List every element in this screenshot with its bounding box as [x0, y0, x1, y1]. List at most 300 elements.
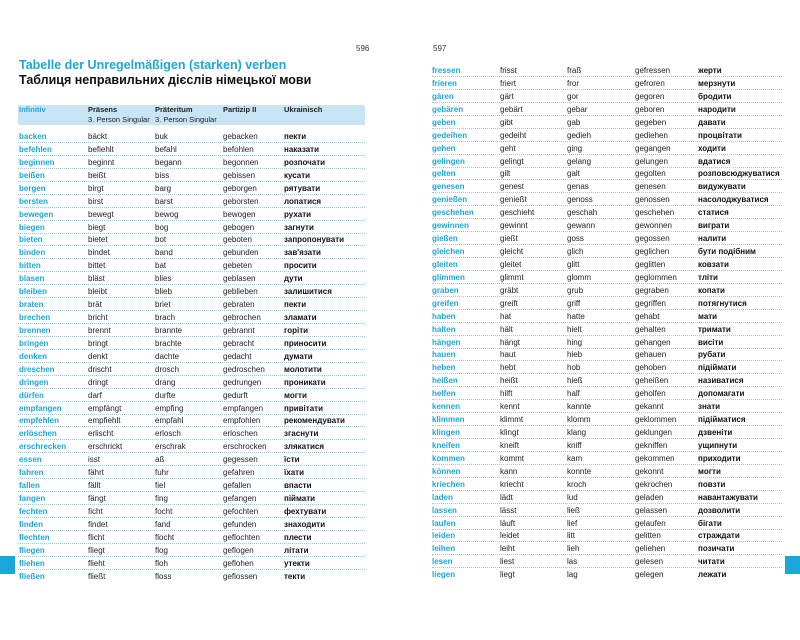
- praeteritum-cell: genas: [567, 182, 589, 192]
- praeteritum-cell: barst: [155, 196, 173, 206]
- ukrainian-cell: плести: [284, 532, 312, 542]
- ukrainian-cell: загнути: [284, 222, 314, 232]
- infinitiv-cell: kennen: [432, 402, 461, 412]
- ukrainian-cell: копати: [698, 285, 725, 295]
- partizip-cell: gebraten: [223, 300, 255, 310]
- praesens-cell: dringt: [88, 377, 109, 387]
- praesens-cell: hält: [500, 324, 513, 334]
- partizip-cell: erschrocken: [223, 442, 267, 452]
- ukrainian-cell: дути: [284, 274, 303, 284]
- infinitiv-cell: denken: [19, 351, 48, 361]
- praesens-cell: kneift: [500, 440, 520, 450]
- praesens-cell: heißt: [500, 376, 518, 386]
- partizip-cell: empfangen: [223, 403, 264, 413]
- infinitiv-cell: hauen: [432, 350, 456, 360]
- praeteritum-cell: floh: [155, 558, 168, 568]
- praeteritum-cell: lieh: [567, 544, 580, 554]
- praeteritum-cell: bot: [155, 235, 167, 245]
- infinitiv-cell: binden: [19, 248, 46, 258]
- praesens-cell: fliegt: [88, 545, 105, 555]
- praeteritum-cell: glomm: [567, 272, 592, 282]
- partizip-cell: gehangen: [635, 337, 671, 347]
- infinitiv-cell: fließen: [19, 571, 45, 581]
- partizip-cell: gegangen: [635, 143, 671, 153]
- infinitiv-cell: leihen: [432, 544, 456, 554]
- header-praeteritum: Präteritum: [155, 105, 193, 114]
- partizip-cell: gefahren: [223, 468, 255, 478]
- ukrainian-cell: просити: [284, 261, 317, 271]
- table-header: [18, 105, 365, 125]
- partizip-cell: gekrochen: [635, 479, 673, 489]
- ukrainian-cell: бігати: [698, 518, 722, 528]
- ukrainian-cell: ходити: [698, 143, 726, 153]
- infinitiv-cell: empfehlen: [19, 416, 60, 426]
- partizip-cell: gekonnt: [635, 466, 664, 476]
- praesens-cell: hebt: [500, 363, 516, 373]
- praeteritum-cell: band: [155, 248, 173, 258]
- praeteritum-cell: drang: [155, 377, 176, 387]
- partizip-cell: gedacht: [223, 351, 252, 361]
- ukrainian-cell: бути подібним: [698, 247, 756, 257]
- infinitiv-cell: gewinnen: [432, 221, 469, 231]
- infinitiv-cell: beißen: [19, 170, 45, 180]
- infinitiv-cell: braten: [19, 300, 44, 310]
- partizip-cell: befohlen: [223, 144, 254, 154]
- infinitiv-cell: geben: [432, 117, 456, 127]
- infinitiv-cell: bitten: [19, 261, 41, 271]
- partizip-cell: geborgen: [223, 183, 257, 193]
- ukrainian-cell: їхати: [284, 468, 304, 478]
- praeteritum-cell: gedieh: [567, 130, 592, 140]
- infinitiv-cell: halten: [432, 324, 456, 334]
- infinitiv-cell: kommen: [432, 453, 465, 463]
- praesens-cell: fließt: [88, 571, 106, 581]
- partizip-cell: gebacken: [223, 132, 258, 141]
- infinitiv-cell: laufen: [432, 518, 456, 528]
- partizip-cell: geholfen: [635, 389, 666, 399]
- praesens-cell: bringt: [88, 338, 109, 348]
- praesens-cell: bäckt: [88, 132, 108, 141]
- praesens-cell: haut: [500, 350, 516, 360]
- infinitiv-cell: gebären: [432, 104, 464, 114]
- praeteritum-cell: gor: [567, 91, 579, 101]
- ukrainian-cell: згаснути: [284, 429, 319, 439]
- infinitiv-cell: leiden: [432, 531, 456, 541]
- partizip-cell: gefangen: [223, 494, 257, 504]
- header-praeteritum-sub: 3. Person Singular: [155, 115, 217, 124]
- ukrainian-cell: видужувати: [698, 182, 746, 192]
- infinitiv-cell: fahren: [19, 468, 44, 478]
- praesens-cell: lässt: [500, 505, 517, 515]
- ukrainian-cell: вдатися: [698, 156, 731, 166]
- praeteritum-cell: aß: [155, 455, 165, 465]
- praeteritum-cell: bog: [155, 222, 169, 232]
- praesens-cell: gelingt: [500, 156, 524, 166]
- ukrainian-cell: рекомендувати: [284, 416, 345, 426]
- ukrainian-cell: ковзати: [698, 259, 729, 269]
- praesens-cell: kann: [500, 466, 518, 476]
- partizip-cell: gelungen: [635, 156, 668, 166]
- praeteritum-cell: biss: [155, 170, 170, 180]
- ukrainian-cell: наказати: [284, 144, 319, 154]
- infinitiv-cell: flechten: [19, 532, 50, 542]
- praesens-cell: bietet: [88, 235, 108, 245]
- praesens-cell: drischt: [88, 364, 112, 374]
- praesens-cell: ficht: [88, 506, 103, 516]
- ukrainian-cell: злякатися: [284, 442, 325, 452]
- partizip-cell: gelitten: [635, 531, 661, 541]
- infinitiv-cell: gießen: [432, 234, 458, 244]
- ukrainian-cell: бродити: [698, 91, 732, 101]
- praeteritum-cell: fing: [155, 494, 168, 504]
- partizip-cell: geflohen: [223, 558, 254, 568]
- praesens-cell: brät: [88, 300, 102, 310]
- infinitiv-cell: haben: [432, 311, 456, 321]
- partizip-cell: gelaufen: [635, 518, 666, 528]
- praeteritum-cell: kroch: [567, 479, 587, 489]
- ukrainian-cell: виграти: [698, 221, 730, 231]
- praesens-cell: isst: [88, 455, 100, 465]
- praesens-cell: empfängt: [88, 403, 122, 413]
- infinitiv-cell: erschrecken: [19, 442, 67, 452]
- partizip-cell: gegraben: [635, 285, 669, 295]
- partizip-cell: geborsten: [223, 196, 259, 206]
- praeteritum-cell: glich: [567, 247, 584, 257]
- partizip-cell: geglommen: [635, 272, 677, 282]
- ukrainian-cell: дзвеніти: [698, 428, 733, 438]
- praesens-cell: fällt: [88, 481, 101, 491]
- praeteritum-cell: grub: [567, 285, 584, 295]
- infinitiv-cell: finden: [19, 519, 43, 529]
- partizip-cell: gegossen: [635, 234, 670, 244]
- praeteritum-cell: half: [567, 389, 580, 399]
- partizip-cell: empfohlen: [223, 416, 261, 426]
- ukrainian-cell: народити: [698, 104, 736, 114]
- praesens-cell: geht: [500, 143, 516, 153]
- infinitiv-cell: laden: [432, 492, 453, 502]
- praeteritum-cell: begann: [155, 157, 182, 167]
- infinitiv-cell: fressen: [432, 66, 461, 75]
- praesens-cell: kriecht: [500, 479, 524, 489]
- infinitiv-cell: lassen: [432, 505, 457, 515]
- praesens-cell: fährt: [88, 468, 105, 478]
- partizip-cell: geladen: [635, 492, 664, 502]
- praeteritum-cell: focht: [155, 506, 173, 516]
- infinitiv-cell: gären: [432, 91, 454, 101]
- header-ukrainisch: Ukrainisch: [284, 105, 323, 114]
- praesens-cell: bewegt: [88, 209, 114, 219]
- infinitiv-cell: bringen: [19, 338, 49, 348]
- ukrainian-cell: рубати: [698, 350, 726, 360]
- ukrainian-cell: піймати: [284, 494, 316, 504]
- infinitiv-cell: gedeihen: [432, 130, 468, 140]
- partizip-cell: gedurft: [223, 390, 248, 400]
- praesens-cell: birst: [88, 196, 104, 206]
- ukrainian-cell: могти: [698, 466, 721, 476]
- infinitiv-cell: geschehen: [432, 208, 474, 218]
- praesens-cell: biegt: [88, 222, 106, 232]
- ukrainian-cell: приходити: [698, 453, 741, 463]
- infinitiv-cell: genesen: [432, 182, 465, 192]
- infinitiv-cell: erlöschen: [19, 429, 57, 439]
- ukrainian-cell: повзти: [698, 479, 726, 489]
- ukrainian-cell: знаходити: [284, 519, 326, 529]
- praeteritum-cell: empfahl: [155, 416, 184, 426]
- ukrainian-cell: статися: [698, 208, 729, 218]
- infinitiv-cell: essen: [19, 455, 42, 465]
- praeteritum-cell: floss: [155, 571, 172, 581]
- table-row: [18, 570, 365, 583]
- ukrainian-cell: думати: [284, 351, 313, 361]
- partizip-cell: gewonnen: [635, 221, 672, 231]
- header-praesens-sub: 3. Person Singular: [88, 115, 150, 124]
- praeteritum-cell: barg: [155, 183, 172, 193]
- praeteritum-cell: hieb: [567, 350, 583, 360]
- praesens-cell: bläst: [88, 274, 105, 284]
- infinitiv-cell: bieten: [19, 235, 43, 245]
- partizip-cell: erloschen: [223, 429, 258, 439]
- praeteritum-cell: klomm: [567, 415, 591, 425]
- infinitiv-cell: lesen: [432, 557, 453, 567]
- partizip-cell: geklommen: [635, 415, 677, 425]
- partizip-cell: gefroren: [635, 78, 665, 88]
- praeteritum-cell: las: [567, 557, 578, 567]
- infinitiv-cell: empfangen: [19, 403, 62, 413]
- infinitiv-cell: gelten: [432, 169, 456, 179]
- ukrainian-cell: процвітати: [698, 130, 742, 140]
- partizip-cell: gebunden: [223, 248, 259, 258]
- infinitiv-cell: genießen: [432, 195, 468, 205]
- praesens-cell: glimmt: [500, 272, 524, 282]
- praeteritum-cell: fraß: [567, 66, 582, 75]
- partizip-cell: gebrochen: [223, 313, 261, 323]
- praesens-cell: läuft: [500, 518, 516, 528]
- praeteritum-cell: gelang: [567, 156, 592, 166]
- infinitiv-cell: graben: [432, 285, 459, 295]
- infinitiv-cell: heben: [432, 363, 456, 373]
- ukrainian-cell: мерзнути: [698, 78, 736, 88]
- ukrainian-cell: їсти: [284, 455, 300, 465]
- praeteritum-cell: erlosch: [155, 429, 181, 439]
- praeteritum-cell: gebar: [567, 104, 588, 114]
- partizip-cell: gefunden: [223, 519, 257, 529]
- ukrainian-cell: рятувати: [284, 183, 321, 193]
- praeteritum-cell: griff: [567, 298, 581, 308]
- praeteritum-cell: litt: [567, 531, 575, 541]
- infinitiv-cell: glimmen: [432, 272, 465, 282]
- infinitiv-cell: fliehen: [19, 558, 45, 568]
- praeteritum-cell: konnte: [567, 466, 592, 476]
- partizip-cell: gehalten: [635, 324, 666, 334]
- ukrainian-cell: пекти: [284, 300, 307, 310]
- praesens-cell: gewinnt: [500, 221, 528, 231]
- page-number-left: 596: [356, 44, 370, 53]
- ukrainian-cell: запропонувати: [284, 235, 345, 245]
- praeteritum-cell: durfte: [155, 390, 176, 400]
- ukrainian-cell: позичати: [698, 544, 735, 554]
- partizip-cell: geflochten: [223, 532, 260, 542]
- ukrainian-cell: впасти: [284, 481, 312, 491]
- infinitiv-cell: klingen: [432, 428, 461, 438]
- praesens-cell: hat: [500, 311, 512, 321]
- partizip-cell: gebrannt: [223, 325, 255, 335]
- praesens-cell: gedeiht: [500, 130, 527, 140]
- praeteritum-cell: fror: [567, 78, 579, 88]
- page-number-right: 597: [433, 44, 447, 53]
- partizip-cell: geflogen: [223, 545, 254, 555]
- praeteritum-cell: fiel: [155, 481, 166, 491]
- infinitiv-cell: kriechen: [432, 479, 465, 489]
- partizip-cell: gekommen: [635, 453, 675, 463]
- infinitiv-cell: helfen: [432, 389, 456, 399]
- praeteritum-cell: erschrak: [155, 442, 186, 452]
- praesens-cell: geschieht: [500, 208, 535, 218]
- page-title-ukrainian: Таблиця неправильних дієслів німецької мови: [19, 73, 312, 87]
- praesens-cell: friert: [500, 78, 516, 88]
- partizip-cell: gefochten: [223, 506, 259, 516]
- partizip-cell: geblieben: [223, 287, 258, 297]
- praesens-cell: fängt: [88, 494, 106, 504]
- praesens-cell: lädt: [500, 492, 513, 502]
- partizip-cell: gebeten: [223, 261, 252, 271]
- infinitiv-cell: dreschen: [19, 364, 55, 374]
- praeteritum-cell: galt: [567, 169, 580, 179]
- praeteritum-cell: brannte: [155, 325, 183, 335]
- ukrainian-cell: зламати: [284, 313, 317, 323]
- praesens-cell: befiehlt: [88, 144, 114, 154]
- ukrainian-cell: допомагати: [698, 389, 745, 399]
- infinitiv-cell: fechten: [19, 506, 48, 516]
- ukrainian-cell: тримати: [698, 324, 731, 334]
- ukrainian-cell: ущипнути: [698, 440, 738, 450]
- ukrainian-cell: кусати: [284, 170, 311, 180]
- praesens-cell: bindet: [88, 248, 110, 258]
- praesens-cell: erlischt: [88, 429, 114, 439]
- praesens-cell: frisst: [500, 66, 517, 75]
- infinitiv-cell: bersten: [19, 196, 48, 206]
- infinitiv-cell: greifen: [432, 298, 459, 308]
- partizip-cell: gelesen: [635, 557, 664, 567]
- praeteritum-cell: blieb: [155, 287, 172, 297]
- partizip-cell: genesen: [635, 182, 666, 192]
- praeteritum-cell: drosch: [155, 364, 180, 374]
- infinitiv-cell: bleiben: [19, 287, 48, 297]
- praesens-cell: gießt: [500, 234, 518, 244]
- infinitiv-cell: heißen: [432, 376, 458, 386]
- ukrainian-cell: тліти: [698, 272, 718, 282]
- page-tab-right: [785, 556, 800, 574]
- praeteritum-cell: hing: [567, 337, 583, 347]
- partizip-cell: gefressen: [635, 66, 671, 75]
- praeteritum-cell: gab: [567, 117, 581, 127]
- praeteritum-cell: buk: [155, 132, 168, 141]
- praesens-cell: brennt: [88, 325, 111, 335]
- praeteritum-cell: geschah: [567, 208, 598, 218]
- infinitiv-cell: kneifen: [432, 440, 461, 450]
- ukrainian-cell: привітати: [284, 403, 323, 413]
- praesens-cell: flicht: [88, 532, 105, 542]
- partizip-cell: geheißen: [635, 376, 669, 386]
- ukrainian-cell: висіти: [698, 337, 724, 347]
- ukrainian-cell: утекти: [284, 558, 310, 568]
- praesens-cell: empfiehlt: [88, 416, 121, 426]
- ukrainian-cell: горіти: [284, 325, 309, 335]
- partizip-cell: gegriffen: [635, 298, 666, 308]
- ukrainian-cell: розповсюджуватися: [698, 169, 780, 179]
- ukrainian-cell: читати: [698, 557, 725, 567]
- praeteritum-cell: kannte: [567, 402, 592, 412]
- partizip-cell: geblasen: [223, 274, 256, 284]
- ukrainian-cell: рухати: [284, 209, 312, 219]
- infinitiv-cell: brechen: [19, 313, 51, 323]
- praesens-cell: liest: [500, 557, 515, 567]
- praeteritum-cell: kam: [567, 453, 583, 463]
- infinitiv-cell: dringen: [19, 377, 49, 387]
- infinitiv-cell: backen: [19, 132, 47, 141]
- praeteritum-cell: genoss: [567, 195, 593, 205]
- infinitiv-cell: hängen: [432, 337, 461, 347]
- praeteritum-cell: brach: [155, 313, 176, 323]
- partizip-cell: genossen: [635, 195, 670, 205]
- partizip-cell: geglichen: [635, 247, 670, 257]
- infinitiv-cell: gehen: [432, 143, 456, 153]
- praesens-cell: leiht: [500, 544, 515, 554]
- praesens-cell: bleibt: [88, 287, 108, 297]
- praesens-cell: klimmt: [500, 415, 524, 425]
- praesens-cell: gibt: [500, 117, 513, 127]
- ukrainian-cell: зав'язати: [284, 248, 321, 258]
- praesens-cell: kennt: [500, 402, 520, 412]
- praeteritum-cell: brachte: [155, 338, 182, 348]
- praeteritum-cell: dachte: [155, 351, 180, 361]
- praesens-cell: liegt: [500, 570, 515, 580]
- header-partizip: Partizip II: [223, 105, 257, 114]
- ukrainian-cell: лежати: [698, 570, 727, 580]
- praesens-cell: gräbt: [500, 285, 519, 295]
- praeteritum-cell: ließ: [567, 505, 580, 515]
- infinitiv-cell: fallen: [19, 481, 40, 491]
- partizip-cell: geklungen: [635, 428, 672, 438]
- praeteritum-cell: hob: [567, 363, 581, 373]
- header-praesens: Präsens: [88, 105, 118, 114]
- infinitiv-cell: dürfen: [19, 390, 44, 400]
- ukrainian-cell: лопатися: [284, 196, 322, 206]
- partizip-cell: geschehen: [635, 208, 675, 218]
- partizip-cell: geglitten: [635, 259, 666, 269]
- infinitiv-cell: blasen: [19, 274, 45, 284]
- praeteritum-cell: blies: [155, 274, 172, 284]
- partizip-cell: gegolten: [635, 169, 666, 179]
- partizip-cell: gebissen: [223, 170, 256, 180]
- praesens-cell: leidet: [500, 531, 520, 541]
- ukrainian-cell: називатися: [698, 376, 744, 386]
- praesens-cell: hilft: [500, 389, 513, 399]
- praesens-cell: bricht: [88, 313, 108, 323]
- partizip-cell: gedroschen: [223, 364, 265, 374]
- partizip-cell: gelassen: [635, 505, 668, 515]
- infinitiv-cell: fliegen: [19, 545, 45, 555]
- table-row: [432, 568, 782, 581]
- partizip-cell: gediehen: [635, 130, 668, 140]
- partizip-cell: gehoben: [635, 363, 667, 373]
- partizip-cell: geboten: [223, 235, 252, 245]
- ukrainian-cell: проникати: [284, 377, 326, 387]
- praesens-cell: birgt: [88, 183, 104, 193]
- infinitiv-cell: beginnen: [19, 157, 55, 167]
- praesens-cell: greift: [500, 298, 518, 308]
- ukrainian-cell: пекти: [284, 132, 307, 141]
- infinitiv-cell: biegen: [19, 222, 45, 232]
